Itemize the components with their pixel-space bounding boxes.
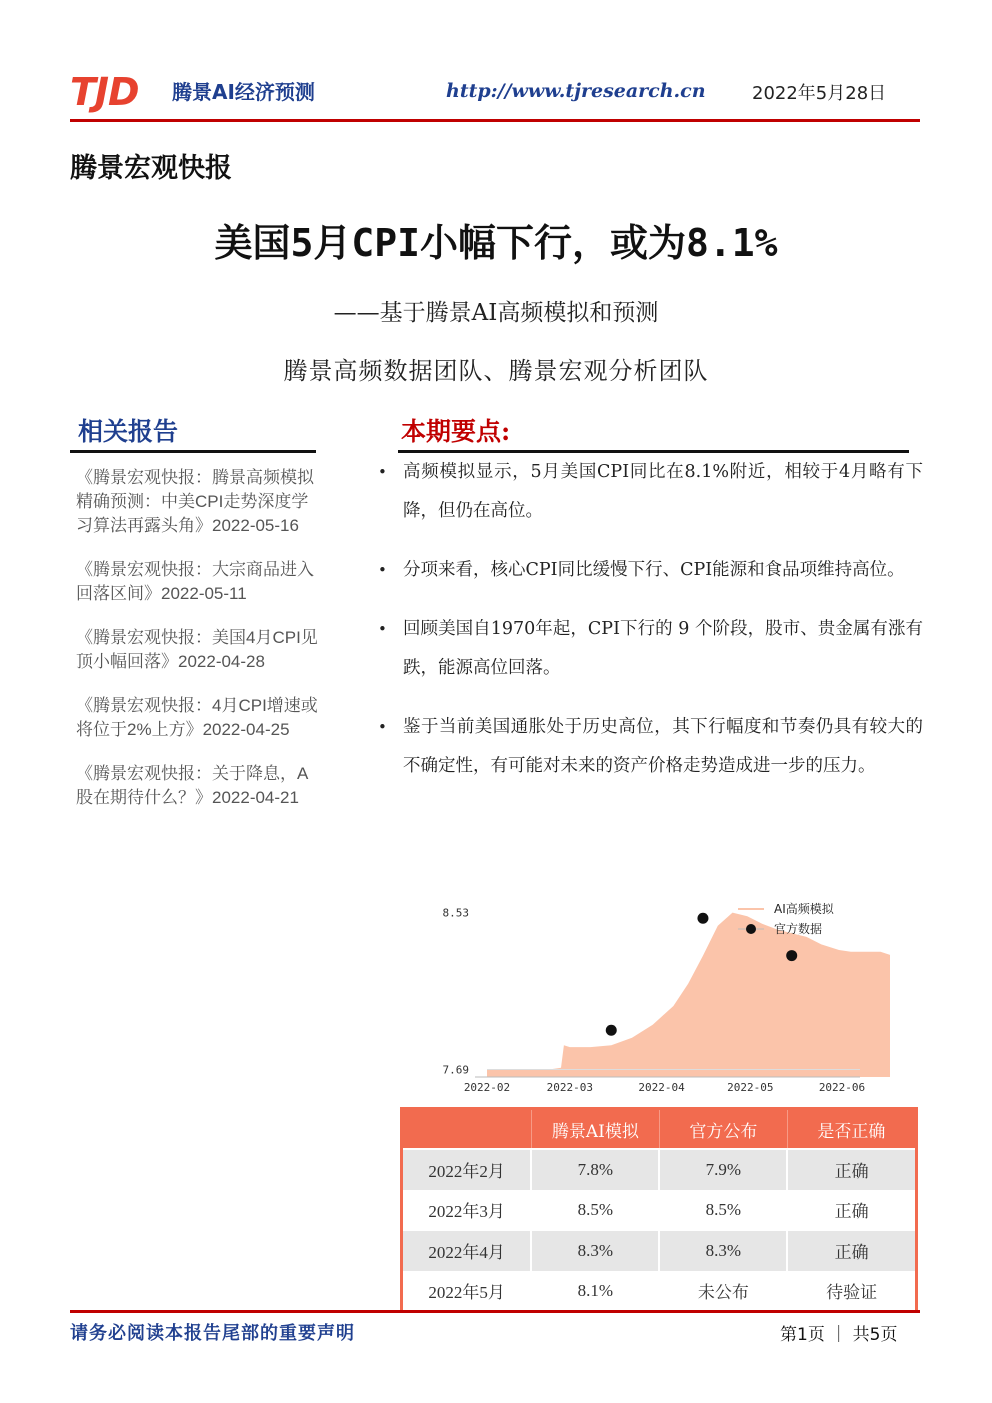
x-tick-label: 2022-05 — [727, 1081, 774, 1094]
y-tick-label: 8.53 — [442, 906, 469, 920]
logo-text: 腾景AI经济预测 — [172, 80, 315, 104]
report-date: 2022年5月28日 — [752, 83, 887, 104]
table-header-cell: 官方公布 — [659, 1109, 787, 1150]
footer-divider — [70, 1310, 920, 1313]
x-tick-label: 2022-04 — [638, 1081, 685, 1094]
table-row — [402, 1149, 917, 1190]
official-data-point — [786, 950, 797, 961]
disclaimer-notice: 请务必阅读本报告尾部的重要声明 — [70, 1323, 355, 1344]
bullet-icon: • — [378, 620, 387, 638]
key-points-heading: 本期要点: — [401, 417, 511, 446]
table-cell: 正确 — [787, 1149, 916, 1190]
table-header-cell: 是否正确 — [787, 1109, 916, 1150]
table-cell: 7.8% — [531, 1149, 659, 1190]
x-tick-label: 2022-03 — [546, 1081, 594, 1094]
table-cell: 2022年5月 — [402, 1271, 532, 1312]
table-cell: 正确 — [787, 1190, 916, 1231]
related-reports-heading: 相关报告 — [78, 417, 179, 446]
legend-label-ai: AI高频模拟 — [774, 902, 834, 916]
table-cell: 2022年4月 — [402, 1230, 532, 1271]
related-report-item[interactable]: 《腾景宏观快报：大宗商品进入回落区间》2022-05-11 — [76, 560, 314, 603]
report-authors: 腾景高频数据团队、腾景宏观分析团队 — [283, 357, 709, 385]
official-data-point — [697, 913, 708, 924]
table-cell: 8.5% — [531, 1190, 659, 1231]
report-subtitle: ——基于腾景AI高频模拟和预测 — [333, 300, 659, 326]
table-header-row — [402, 1109, 917, 1150]
table-row — [402, 1271, 917, 1312]
cpi-chart — [420, 885, 890, 1100]
table-cell: 未公布 — [659, 1271, 787, 1312]
related-reports-list — [76, 466, 320, 830]
related-reports-divider — [70, 450, 316, 453]
key-point-item — [378, 708, 923, 786]
table-cell: 8.3% — [531, 1230, 659, 1271]
table-header-cell: 腾景AI模拟 — [531, 1109, 659, 1150]
table-cell: 7.9% — [659, 1149, 787, 1190]
page-indicator: 第1页 ｜ 共5页 — [780, 1325, 898, 1345]
legend-dot-swatch — [746, 924, 756, 934]
header-divider — [70, 119, 920, 122]
related-report-item[interactable]: 《腾景宏观快报：腾景高频模拟精确预测：中美CPI走势深度学习算法再露头角》2022-05-16 — [76, 468, 314, 535]
bullet-icon: • — [378, 561, 387, 579]
table-cell: 8.5% — [659, 1190, 787, 1231]
key-point-text: 分项来看，核心CPI同比缓慢下行、CPI能源和食品项维持高位。 — [403, 560, 905, 580]
x-tick-label: 2022-06 — [818, 1081, 866, 1094]
table-cell: 8.3% — [659, 1230, 787, 1271]
bullet-icon: • — [378, 463, 387, 481]
table-row — [402, 1230, 917, 1271]
report-title: 美国5月CPI小幅下行，或为8.1% — [214, 221, 778, 265]
key-point-text: 鉴于当前美国通胀处于历史高位，其下行幅度和节奏仍具有较大的不确定性，有可能对未来的资产价格走势造成进一步的压力。 — [403, 717, 923, 776]
related-report-item[interactable]: 《腾景宏观快报：美国4月CPI见顶小幅回落》2022-04-28 — [76, 628, 318, 671]
accuracy-table — [400, 1107, 918, 1313]
key-point-item — [378, 453, 923, 531]
table-row — [402, 1190, 917, 1231]
key-point-text: 高频模拟显示，5月美国CPI同比在8.1%附近，相较于4月略有下降，但仍在高位。 — [403, 462, 923, 521]
official-data-point — [606, 1025, 617, 1036]
website-link[interactable]: http://www.tjresearch.cn — [446, 80, 706, 102]
logo-mark: TJD — [70, 70, 139, 114]
x-tick-label: 2022-02 — [463, 1081, 511, 1094]
table-cell: 2022年2月 — [402, 1149, 532, 1190]
y-tick-label: 7.69 — [442, 1063, 469, 1077]
report-series-label: 腾景宏观快报 — [70, 153, 232, 184]
key-points-list — [378, 453, 923, 806]
related-report-item[interactable]: 《腾景宏观快报：关于降息，A股在期待什么？》2022-04-21 — [76, 764, 309, 807]
table-header-cell — [402, 1109, 532, 1150]
key-point-item — [378, 610, 923, 688]
table-cell: 2022年3月 — [402, 1190, 532, 1231]
table-cell: 8.1% — [531, 1271, 659, 1312]
legend-label-official: 官方数据 — [774, 922, 823, 936]
table-cell: 待验证 — [787, 1271, 916, 1312]
bullet-icon: • — [378, 718, 387, 736]
key-point-text: 回顾美国自1970年起，CPI下行的 9 个阶段，股市、贵金属有涨有跌，能源高位回落。 — [403, 619, 923, 678]
area-series-ai-simulation — [487, 913, 890, 1077]
key-point-item — [378, 551, 923, 590]
brand-logo — [70, 70, 390, 114]
related-report-item[interactable]: 《腾景宏观快报：4月CPI增速或将位于2%上方》2022-04-25 — [76, 696, 318, 739]
table-cell: 正确 — [787, 1230, 916, 1271]
